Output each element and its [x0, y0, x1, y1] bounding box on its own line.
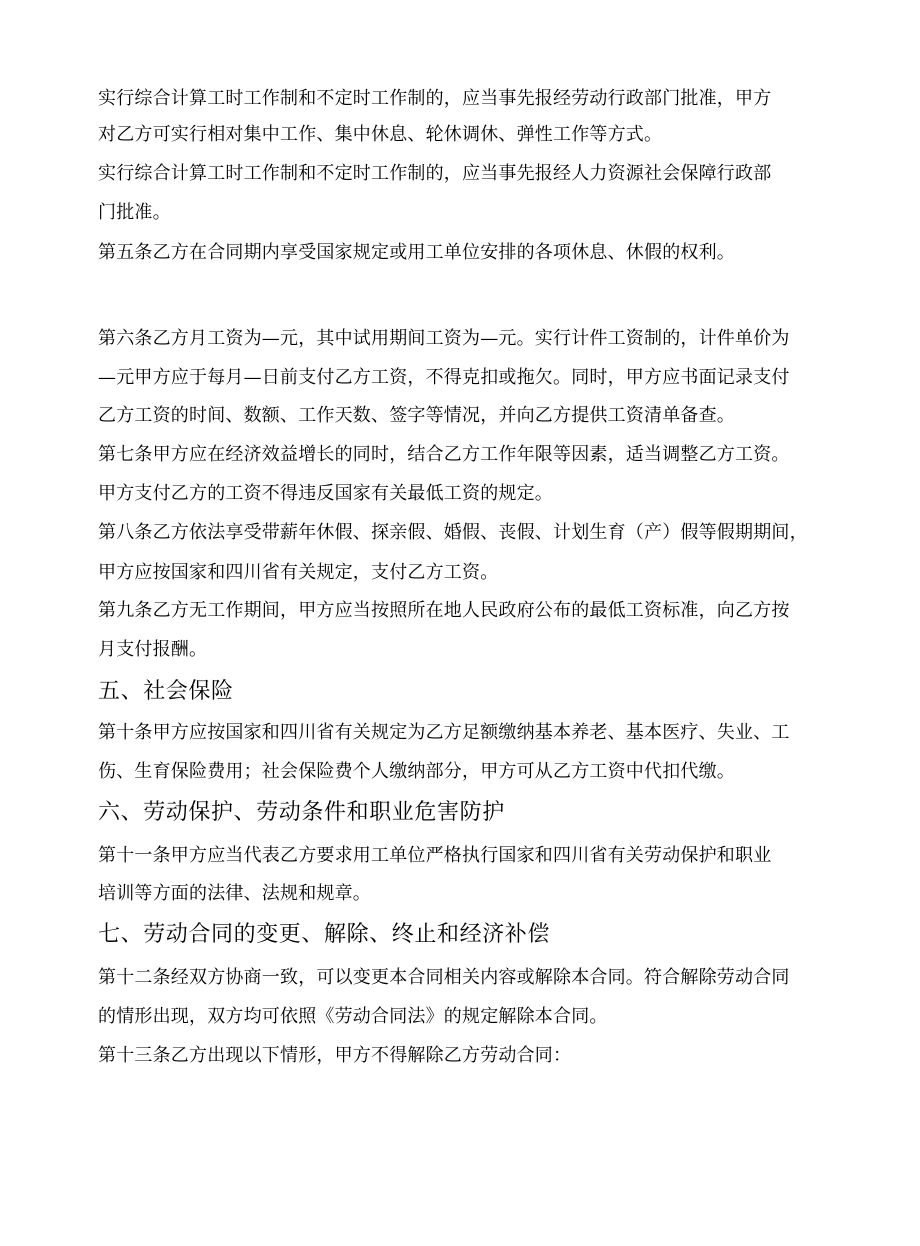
paragraph-line: 对乙方可实行相对集中工作、集中休息、轮休调休、弹性工作等方式。	[98, 124, 663, 145]
article-10-text: 第十条甲方应按国家和四川省有关规定为乙方足额缴纳基本养老、基本医疗、失业、工	[98, 722, 790, 743]
paragraph-line: 的情形出现，双方均可依照《劳动合同法》的规定解除本合同。	[98, 1006, 608, 1027]
article-9-text: 第九条乙方无工作期间，甲方应当按照所在地人民政府公布的最低工资标准，向乙方按	[98, 600, 790, 621]
paragraph-line: 实行综合计算工时工作制和不定时工作制的，应当事先报经劳动行政部门批准，甲方	[98, 88, 772, 109]
article-5-text: 第五条乙方在合同期内享受国家规定或用工单位安排的各项休息、休假的权利。	[98, 242, 735, 263]
paragraph-line: 伤、生育保险费用；社会保险费个人缴纳部分，甲方可从乙方工资中代扣代缴。	[98, 761, 735, 782]
paragraph-line: 月支付报酬。	[98, 639, 208, 660]
paragraph-line: 乙方工资的时间、数额、工作天数、签字等情况，并向乙方提供工资清单备查。	[98, 405, 735, 426]
article-11-text: 第十一条甲方应当代表乙方要求用工单位严格执行国家和四川省有关劳动保护和职业	[98, 845, 772, 866]
article-8-text: 第八条乙方依法享受带薪年休假、探亲假、婚假、丧假、计划生育（产）假等假期期间，	[98, 522, 808, 543]
section-heading-contract-changes: 七、劳动合同的变更、解除、终止和经济补偿	[98, 922, 551, 947]
section-heading-labor-protection: 六、劳动保护、劳动条件和职业危害防护	[98, 800, 505, 825]
article-12-text: 第十二条经双方协商一致，可以变更本合同相关内容或解除本合同。符合解除劳动合同	[98, 967, 790, 988]
article-13-text: 第十三条乙方出现以下情形，甲方不得解除乙方劳动合同：	[98, 1045, 572, 1066]
paragraph-line: 甲方应按国家和四川省有关规定，支付乙方工资。	[98, 562, 499, 583]
paragraph-line: —元甲方应于每月—日前支付乙方工资，不得克扣或拖欠。同时，甲方应书面记录支付	[98, 367, 790, 388]
paragraph-line: 培训等方面的法律、法规和规章。	[98, 883, 371, 904]
section-heading-social-insurance: 五、社会保险	[98, 679, 234, 704]
paragraph-line: 实行综合计算工时工作制和不定时工作制的，应当事先报经人力资源社会保障行政部	[98, 163, 772, 184]
paragraph-line: 门批准。	[98, 202, 171, 223]
article-6-text: 第六条乙方月工资为—元，其中试用期间工资为—元。实行计件工资制的，计件单价为	[98, 328, 790, 349]
article-7-text: 第七条甲方应在经济效益增长的同时，结合乙方工作年限等因素，适当调整乙方工资。	[98, 444, 790, 465]
paragraph-line: 甲方支付乙方的工资不得违反国家有关最低工资的规定。	[98, 483, 553, 504]
